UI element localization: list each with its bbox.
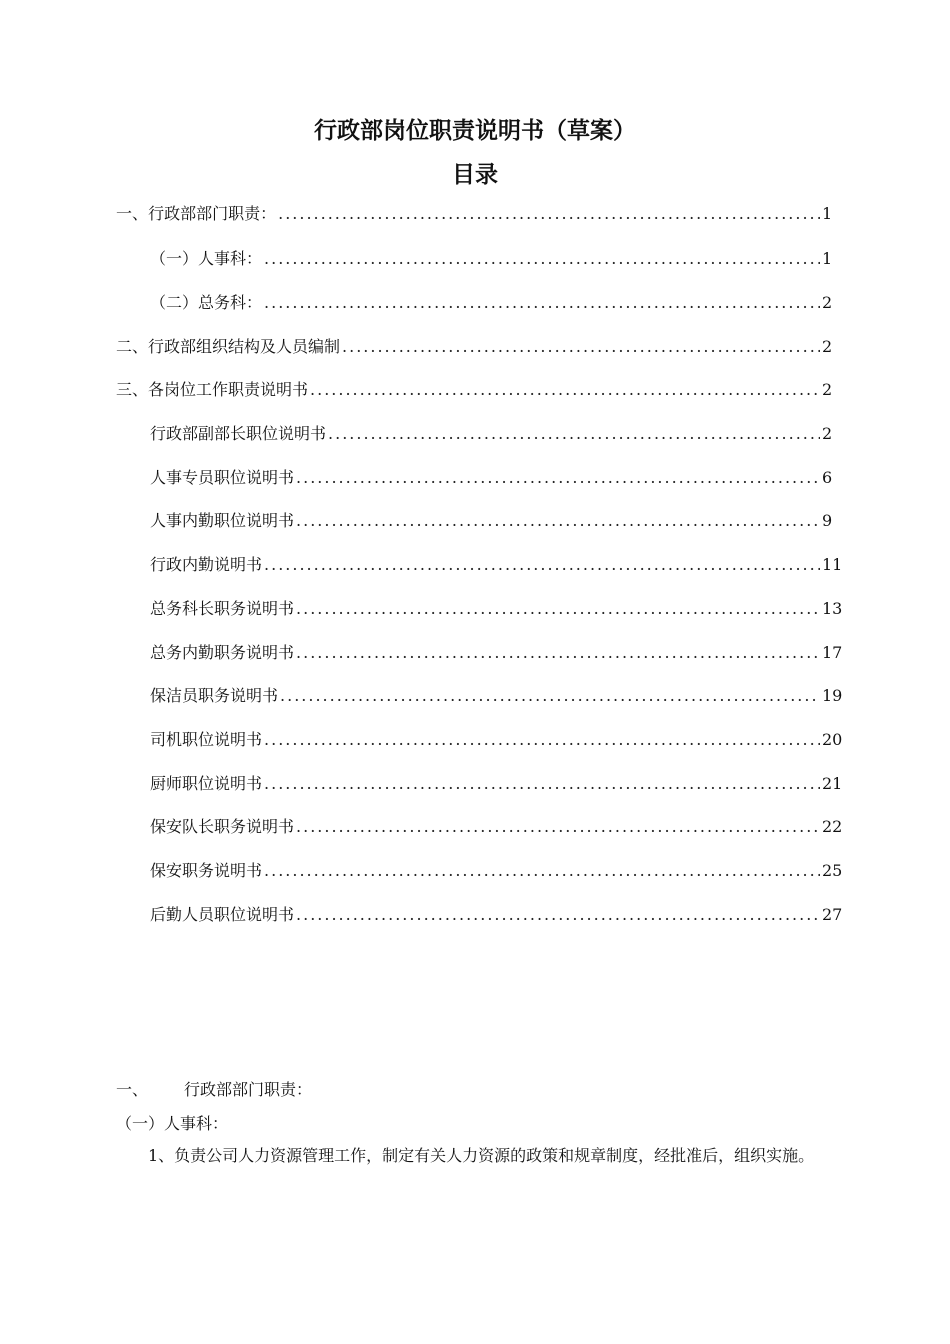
toc-dot-leader xyxy=(296,902,820,928)
toc-entry-page: 11 xyxy=(822,555,843,574)
toc-entry-label: 后勤人员职位说明书 xyxy=(150,905,295,924)
toc-entry-label: 二、行政部组织结构及人员编制 xyxy=(116,337,341,356)
section-title: 行政部部门职责： xyxy=(184,1080,313,1099)
section-heading xyxy=(116,1077,836,1103)
toc-entry-page: 17 xyxy=(822,643,843,662)
toc-dot-leader xyxy=(296,465,820,491)
toc-entry-page: 2 xyxy=(822,424,833,443)
toc-entry-page: 20 xyxy=(822,730,843,749)
toc-dot-leader xyxy=(296,508,820,534)
toc-dot-leader xyxy=(278,201,820,227)
toc-heading: 目录 xyxy=(452,161,498,188)
toc-dot-leader xyxy=(342,334,820,360)
toc-dot-leader xyxy=(264,246,820,272)
toc-entry[interactable] xyxy=(150,902,843,928)
toc-entry[interactable] xyxy=(150,640,843,666)
toc-entry-label: 三、各岗位工作职责说明书 xyxy=(116,380,309,399)
toc-entry-number: 一、 xyxy=(116,204,149,223)
toc-entry-page: 2 xyxy=(822,293,833,312)
toc-entry-label: （二）总务科： xyxy=(150,293,263,312)
toc-entry-page: 1 xyxy=(822,249,833,268)
toc-entry-label: 总务科长职务说明书 xyxy=(150,599,295,618)
toc-entry-page: 1 xyxy=(822,204,833,223)
toc-entry-label: 厨师职位说明书 xyxy=(150,774,263,793)
toc-entry[interactable] xyxy=(150,465,832,491)
toc-entry[interactable] xyxy=(116,201,832,227)
toc-entry-page: 25 xyxy=(822,861,843,880)
document-title: 行政部岗位职责说明书（草案） xyxy=(314,117,636,144)
toc-entry-label: 保洁员职务说明书 xyxy=(150,686,279,705)
toc-dot-leader xyxy=(280,683,820,709)
toc-entry[interactable] xyxy=(150,421,832,447)
toc-entry[interactable] xyxy=(150,858,843,884)
toc-entry-page: 27 xyxy=(822,905,843,924)
toc-entry-label: 行政内勤说明书 xyxy=(150,555,263,574)
toc-dot-leader xyxy=(264,727,820,753)
toc-entry-page: 2 xyxy=(822,380,833,399)
toc-entry-label: 行政部副部长职位说明书 xyxy=(150,424,327,443)
toc-entry[interactable] xyxy=(116,377,832,403)
toc-entry[interactable] xyxy=(150,596,843,622)
toc-entry-label: 保安队长职务说明书 xyxy=(150,817,295,836)
toc-entry[interactable] xyxy=(150,552,843,578)
toc-entry-label: 行政部部门职责： xyxy=(148,204,277,223)
toc-entry-page: 22 xyxy=(822,817,843,836)
toc-entry-page: 6 xyxy=(822,468,833,487)
toc-entry-label: 人事内勤职位说明书 xyxy=(150,511,295,530)
toc-entry-page: 2 xyxy=(822,337,833,356)
toc-entry[interactable] xyxy=(150,814,843,840)
toc-entry[interactable] xyxy=(150,246,832,272)
toc-entry-page: 19 xyxy=(822,686,843,705)
toc-entry[interactable] xyxy=(150,508,832,534)
toc-dot-leader xyxy=(264,858,820,884)
toc-entry-label: 总务内勤职务说明书 xyxy=(150,643,295,662)
toc-entry[interactable] xyxy=(116,334,832,360)
toc-entry-page: 13 xyxy=(822,599,843,618)
toc-dot-leader xyxy=(264,771,820,797)
toc-dot-leader xyxy=(328,421,820,447)
toc-dot-leader xyxy=(264,552,820,578)
toc-dot-leader xyxy=(296,640,820,666)
toc-entry-label: 司机职位说明书 xyxy=(150,730,263,749)
toc-entry[interactable] xyxy=(150,290,832,316)
toc-dot-leader xyxy=(296,814,820,840)
subsection-heading: （一）人事科： xyxy=(116,1114,229,1133)
toc-entry[interactable] xyxy=(150,683,843,709)
toc-entry-page: 21 xyxy=(822,774,843,793)
toc-dot-leader xyxy=(264,290,820,316)
toc-entry-page: 9 xyxy=(822,511,833,530)
toc-entry[interactable] xyxy=(150,771,843,797)
toc-entry-label: （一）人事科： xyxy=(150,249,263,268)
toc-dot-leader xyxy=(296,596,820,622)
toc-entry[interactable] xyxy=(150,727,843,753)
section-number: 一、 xyxy=(116,1080,149,1099)
body-paragraph: 1、负责公司人力资源管理工作，制定有关人力资源的政策和规章制度，经批准后，组织实施。 xyxy=(148,1146,815,1165)
toc-entry-label: 保安职务说明书 xyxy=(150,861,263,880)
toc-entry-label: 人事专员职位说明书 xyxy=(150,468,295,487)
toc-dot-leader xyxy=(310,377,820,403)
